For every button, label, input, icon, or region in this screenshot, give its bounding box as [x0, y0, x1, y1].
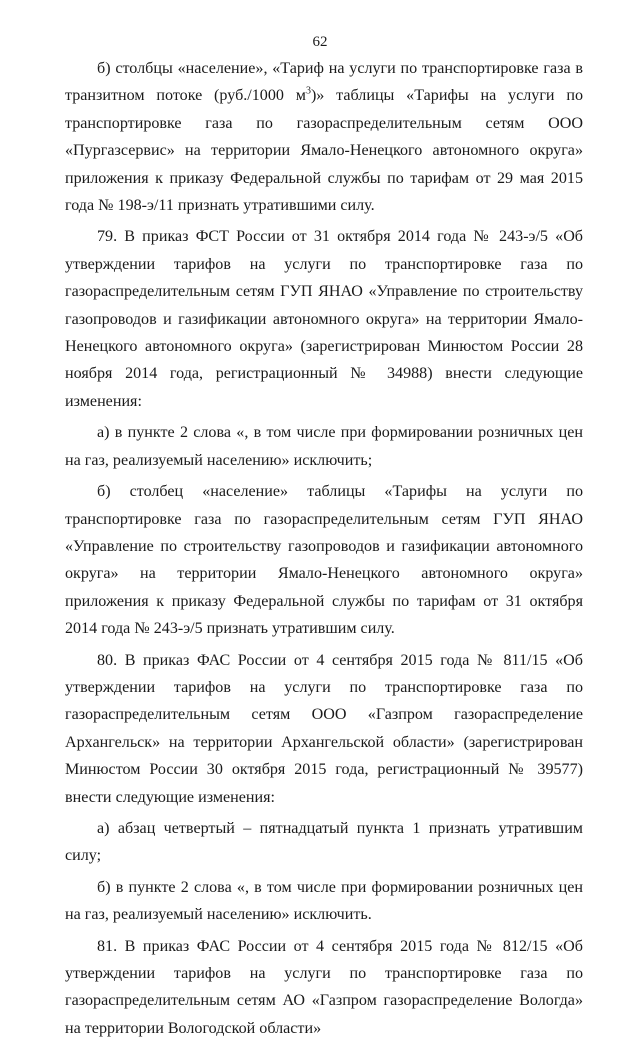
superscript: 3 — [305, 86, 311, 98]
paragraph-column-removal — [65, 55, 583, 219]
document-body — [65, 55, 583, 1042]
paragraph-item-81: 81. В приказ ФАС России от 4 сентября 2015 года № 812/15 «Об утверждении тарифов на услуги по транспортировке газа по газораспределительным сетям АО «Газпром газораспределение Вологда» на территории Вологодской области» — [65, 937, 583, 1037]
paragraph-subitem-b: б) столбец «население» таблицы «Тарифы на услуги по транспортировке газа по газораспределительным сетям ГУП ЯНАО «Управление по строительству газопроводов и газификации автономного округа» на территории Ямало-Ненецкого автономного округа» приложения к приказу Федеральной службы по тарифам от 31 октября 2014 года № 243-э/5 признать утратившим силу. — [65, 483, 583, 638]
paragraph-item-79: 79. В приказ ФСТ России от 31 октября 2014 года № 243-э/5 «Об утверждении тарифов на услуги по транспортировке газа по газораспределительным сетям ГУП ЯНАО «Управление по строительству газопроводов и газификации автономного округа» на территории Ямало-Ненецкого автономного округа» (зарегистрирован Минюстом России 28 ноября 2014 года, регистрационный № 34988) внести следующие изменения: — [65, 228, 583, 410]
paragraph-item-80: 80. В приказ ФАС России от 4 сентября 2015 года № 811/15 «Об утверждении тарифов на услуги по транспортировке газа по газораспределительным сетям ООО «Газпром газораспределение Архангельск» на территории Архангельской области» (зарегистрирован Минюстом России 30 октября 2015 года, регистрационный № 39577) внести следующие изменения: — [65, 651, 583, 806]
paragraph-subitem-a: а) в пункте 2 слова «, в том числе при формировании розничных цен на газ, реализуемый населению» исключить; — [65, 424, 583, 469]
paragraph-subitem-b: б) в пункте 2 слова «, в том числе при формировании розничных цен на газ, реализуемый населению» исключить. — [65, 878, 583, 924]
paragraph-text: б) столбцы «население», «Тариф на услуги по транспортировке газа в транзитном потоке (руб./1000 м — [65, 60, 583, 105]
paragraph-subitem-a: а) абзац четвертый – пятнадцатый пункта 1 признать утратившим силу; — [65, 819, 583, 865]
page-number: 62 — [312, 34, 328, 50]
paragraph-text: )» таблицы «Тарифы на услуги по транспортировке газа по газораспределительным сетям ООО «Пургазсервис» на территории Ямало-Ненецкого автономного округа» приложения к приказу Федеральной службы по тарифам от 29 мая 2015 года № 198-э/11 признать утратившими силу. — [65, 87, 583, 215]
